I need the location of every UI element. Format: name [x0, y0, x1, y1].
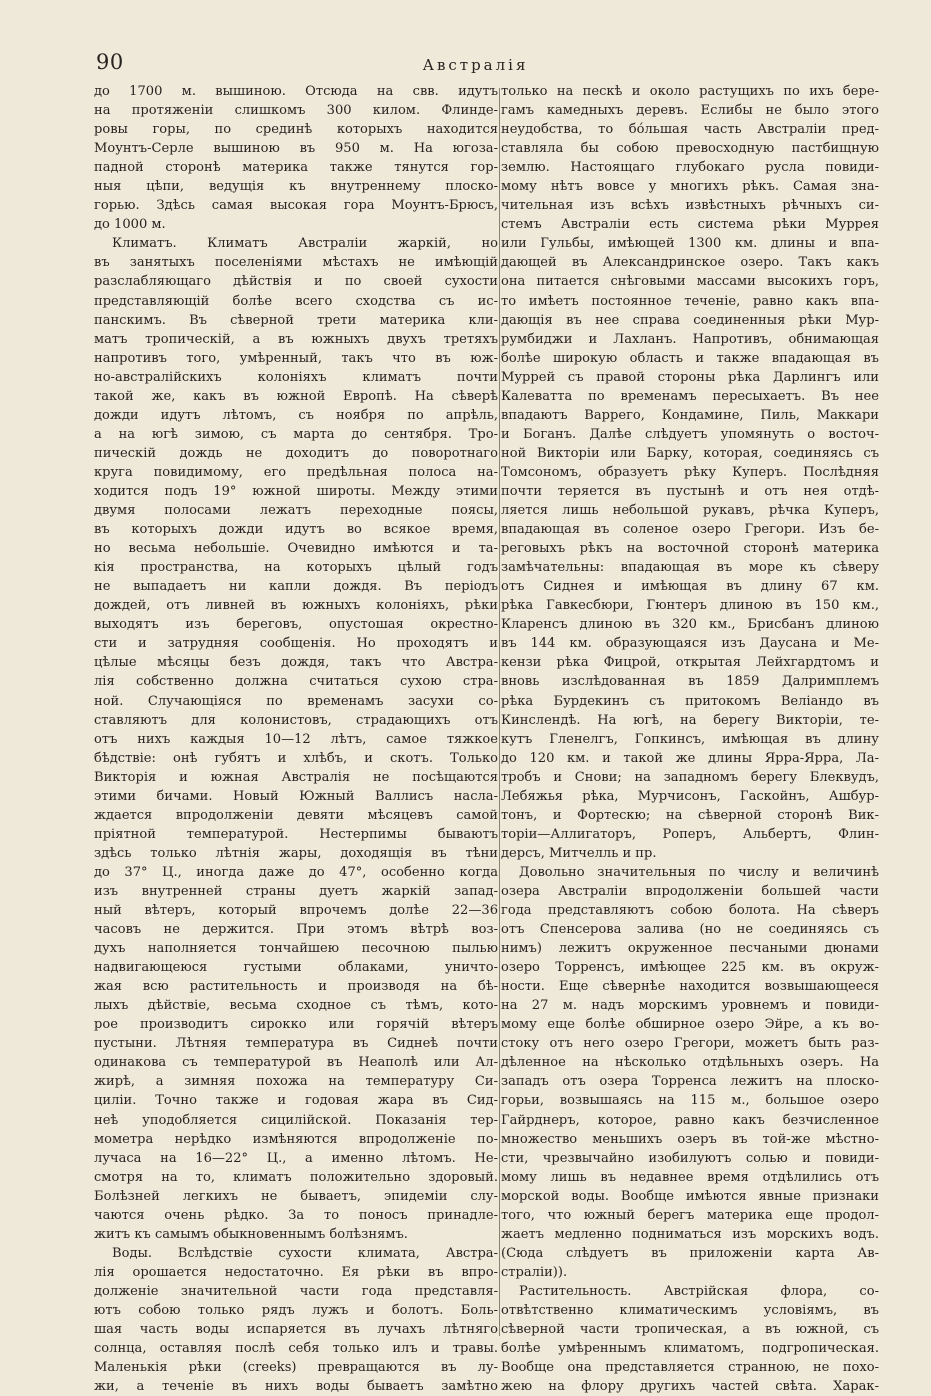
text-line: жаетъ медленно подниматься изъ морскихъ водъ.: [501, 1226, 879, 1242]
text-line: циліи. Точно также и годовая жара въ Сид-: [94, 1093, 498, 1109]
text-line: реговыхъ рѣкъ на восточной сторонѣ материка: [501, 541, 879, 557]
text-line: ляется лишь небольшой рукавъ, рѣчка Куперъ,: [501, 503, 879, 519]
text-line: но-австралійскихъ колоніяхъ климатъ почти: [94, 369, 498, 385]
text-line: Муррей съ правой стороны рѣка Дарлингъ или: [501, 369, 879, 385]
text-line: до 120 км. и такой же длины Ярра-Ярра, Ла-: [501, 750, 879, 766]
text-line: изъ внутренней страны дуетъ жаркій запад-: [94, 883, 498, 899]
text-line: рѣка Бурдекинъ съ притокомъ Веліандо въ: [501, 693, 879, 709]
text-line: одинакова съ температурой въ Неаполѣ или Ал-: [94, 1055, 498, 1071]
text-line: но весьма небольшіе. Очевидно имѣются и та-: [94, 541, 498, 557]
text-line: неѣ уподобляется сицилійской. Показанія тер-: [94, 1112, 498, 1128]
text-line: на протяженіи слишкомъ 300 килом. Флинде-: [94, 103, 498, 119]
text-line: озера Австраліи впродолженіи большей части: [501, 883, 879, 899]
text-line: въ 144 км. образующаяся изъ Даусана и Ме-: [501, 636, 879, 652]
text-line: она питается снѣговыми массами высокихъ горъ,: [501, 274, 879, 290]
text-line: двумя полосами лежатъ переходные поясы,: [94, 503, 498, 519]
text-line: панскимъ. Въ сѣверной трети материка кли-: [94, 312, 498, 328]
text-line: мому еще болѣе обширное озеро Эйре, а къ во-: [501, 1017, 879, 1033]
text-line: жи, а теченіе въ нихъ воды бываетъ замѣтно: [94, 1379, 498, 1395]
text-line: ждается впродолженіи девяти мѣсяцевъ самой: [94, 807, 498, 823]
text-line: страліи)).: [501, 1264, 568, 1280]
text-line: жею на флору другихъ частей свѣта. Харак-: [501, 1379, 879, 1395]
text-line: въ занятыхъ поселеніями мѣстахъ не имѣющій: [94, 255, 498, 271]
text-line: стоку отъ него озеро Грегори, можетъ быть раз-: [501, 1036, 879, 1052]
text-line: (Сюда слѣдуетъ въ приложеніи карта Ав-: [501, 1245, 879, 1261]
text-line: чаются очень рѣдко. За то поносъ принадле-: [94, 1207, 498, 1223]
text-line: Растительность. Австрійская флора, со-: [519, 1283, 879, 1299]
text-line: часовъ не держится. При этомъ вѣтрѣ воз-: [94, 922, 498, 938]
text-line: представляющій болѣе всего сходства съ ис-: [94, 293, 498, 309]
text-line: мому лишь въ недавнее время отдѣлились отъ: [501, 1169, 879, 1185]
text-line: до 1700 м. вышиною. Отсюда на свв. идутъ: [94, 84, 498, 99]
text-line: сѣверной части тропическая, а въ южной, съ: [501, 1322, 879, 1338]
text-line: Маленькія рѣки (creeks) превращаются въ лу-: [94, 1360, 498, 1376]
text-line: пріятной температурой. Нестерпимы бываютъ: [94, 826, 498, 842]
text-line: сти, чрезвычайно изобилуютъ солью и повиди-: [501, 1150, 879, 1166]
text-line: гамъ камедныхъ деревъ. Еслибы не было этого: [501, 103, 879, 119]
text-line: чительная изъ всѣхъ извѣстныхъ рѣчныхъ си-: [501, 198, 879, 214]
text-line: морской воды. Вообще имѣются явные признаки: [501, 1188, 879, 1204]
text-line: падной сторонѣ материка также тянутся гор-: [94, 160, 498, 176]
text-line: отъ Спенсерова залива (но не соединяясь съ: [501, 922, 879, 938]
text-line: ный вѣтеръ, который впрочемъ долѣе 22—36: [94, 903, 498, 919]
text-line: то имѣетъ постоянное теченіе, равно какъ впа-: [501, 293, 879, 309]
text-line: стемъ Австраліи есть система рѣки Муррея: [501, 217, 879, 233]
text-line: кутъ Гленелгъ, Гопкинсъ, имѣющая въ длину: [501, 731, 879, 747]
text-line: горью. Здѣсь самая высокая гора Моунтъ-Брюсъ,: [94, 198, 498, 214]
text-line: горьи, возвышаясь на 115 м., большое озеро: [501, 1093, 879, 1109]
text-line: Гайрднеръ, которое, равно какъ безчисленное: [501, 1112, 879, 1128]
text-line: круга повидимому, его предѣльная полоса на-: [94, 464, 498, 480]
text-line: пустыни. Лѣтняя температура въ Сиднеѣ почти: [94, 1036, 498, 1052]
text-line: жая всю растительность и производя на бѣ-: [94, 979, 498, 995]
text-line: тробъ и Снови; на западномъ берегу Блеквудъ,: [501, 769, 879, 785]
text-line: отвѣтственно климатическимъ условіямъ, въ: [501, 1303, 879, 1318]
column-divider: [499, 88, 500, 1336]
text-line: житъ къ самымъ обыкновеннымъ болѣзнямъ.: [94, 1226, 408, 1242]
text-line: западъ отъ озера Торренса лежитъ на плоско-: [501, 1074, 879, 1090]
text-line: цѣлые мѣсяцы безъ дождя, такъ что Австра-: [94, 655, 498, 671]
text-line: матъ тропическій, а въ южныхъ двухъ третяхъ: [94, 331, 498, 347]
text-line: шая часть воды испаряется въ лучахъ лѣтняго: [94, 1322, 498, 1338]
text-line: Моунтъ-Серле вышиною въ 950 м. На югоза-: [94, 141, 498, 157]
text-line: въ которыхъ дожди идутъ во всякое время,: [94, 522, 498, 538]
text-line: ности. Еще сѣвернѣе находится возвышающееся: [501, 979, 879, 995]
text-line: бѣдствіе: онѣ губятъ и хлѣбъ, и скотъ. Только: [94, 750, 498, 766]
text-line: Кинслендѣ. На югѣ, на берегу Викторіи, те-: [501, 712, 879, 728]
text-line: почти теряется въ пустынѣ и отъ нея отдѣ-: [501, 483, 879, 499]
text-line: озеро Торренсъ, имѣющее 225 км. въ окруж-: [501, 960, 879, 976]
text-line: такой же, какъ въ южной Европѣ. На сѣверѣ: [94, 388, 498, 404]
text-line: землю. Настоящаго глубокаго русла повиди-: [501, 160, 879, 176]
text-line: лія орошается недостаточно. Ея рѣки въ впро-: [94, 1264, 498, 1280]
text-line: пическій дождь не доходитъ до поворотнаго: [94, 445, 498, 461]
text-line: дающія въ нее справа соединенныя рѣки Мур-: [501, 312, 879, 328]
text-line: лія собственно должна считаться сухою стра-: [94, 674, 498, 690]
text-line: на 27 м. надъ морскимъ уровнемъ и повиди-: [501, 998, 879, 1014]
text-line: отъ нихъ каждыя 10—12 лѣтъ, самое тяжкое: [94, 731, 498, 747]
text-line: ставляла бы собою превосходную пастбищную: [501, 141, 879, 157]
text-line: Вообще она представляется странною, не похо-: [501, 1360, 879, 1376]
text-line: тонъ, и Фортескю; на сѣверной сторонѣ Вик-: [501, 807, 879, 823]
text-line: надвигающеюся густыми облаками, уничто-: [94, 960, 498, 976]
text-line: смотря на то, климатъ положительно здоровый.: [94, 1169, 498, 1185]
text-line: Кларенсъ длиною въ 320 км., Брисбанъ длиною: [501, 617, 879, 633]
text-line: а на югѣ зимою, съ марта до сентября. Тро-: [94, 426, 498, 442]
text-line: дождей, отъ ливней въ южныхъ колоніяхъ, рѣки: [94, 598, 498, 614]
text-line: не выпадаетъ ни капли дождя. Въ періодъ: [94, 579, 498, 595]
text-line: замѣчательны: впадающая въ море къ сѣверу: [501, 560, 879, 576]
text-line: нимъ) лежитъ окруженное песчаными дюнами: [501, 941, 879, 957]
text-line: ходится подъ 19° южной широты. Между этими: [94, 483, 498, 499]
text-line: духъ наполняется тончайшею песочною пылью: [94, 941, 498, 957]
text-line: Болѣзней легкихъ не бываетъ, эпидеміи слу-: [94, 1188, 498, 1204]
text-line: впадающая въ соленое озеро Грегори. Изъ бе-: [501, 522, 879, 538]
text-line: долженіе значительной части года представля-: [94, 1283, 498, 1299]
text-line: болѣе широкую область и также впадающая въ: [501, 350, 879, 366]
page-number: 90: [96, 50, 124, 74]
text-line: солнца, оставляя послѣ себя только илъ и травы.: [94, 1341, 498, 1357]
text-line: рое производитъ сирокко или горячій вѣтеръ: [94, 1017, 498, 1033]
text-line: Калеватта по временамъ пересыхаетъ. Въ нее: [501, 388, 879, 404]
text-line: сти и затрудняя сообщенія. Но проходятъ и: [94, 636, 498, 652]
text-line: здѣсь только лѣтнія жары, доходящія въ тѣни: [94, 845, 498, 861]
text-line: рѣка Гавкесбюри, Гюнтеръ длиною въ 150 км.,: [501, 598, 879, 614]
text-line: торіи—Аллигаторъ, Роперъ, Альбертъ, Флин-: [501, 826, 879, 842]
text-line: отъ Сиднея и имѣющая въ длину 67 км.: [501, 579, 879, 595]
text-line: ставляютъ для колонистовъ, страдающихъ отъ: [94, 712, 498, 728]
text-line: до 1000 м.: [94, 217, 166, 233]
text-line: до 37° Ц., иногда даже до 47°, особенно когда: [94, 864, 498, 880]
text-line: выходятъ изъ береговъ, опустошая окрестно-: [94, 617, 498, 633]
running-head: Австралія: [422, 56, 529, 74]
text-line: напротивъ того, умѣренный, такъ что въ юж-: [94, 350, 498, 366]
text-line: ныя цѣпи, ведущія къ внутреннему плоско-: [94, 179, 498, 195]
text-line: румбиджи и Лахланъ. Напротивъ, обнимающая: [501, 331, 879, 347]
text-line: ной. Случающіяся по временамъ засухи со-: [94, 693, 498, 709]
text-line: дерсъ, Митчелль и пр.: [501, 845, 657, 861]
text-line: только на пескѣ и около растущихъ по ихъ бере-: [501, 84, 879, 99]
text-line: множество меньшихъ озеръ въ той-же мѣстно-: [501, 1131, 879, 1147]
text-line: ной Викторіи или Барку, которая, соединяясь съ: [501, 445, 879, 461]
text-line: впадаютъ Варрего, Кондамине, Пиль, Маккари: [501, 407, 879, 423]
text-line: Климатъ. Климатъ Австраліи жаркій, но: [112, 236, 498, 252]
text-line: дающей въ Александринское озеро. Такъ какъ: [501, 255, 879, 271]
text-line: или Гульбы, имѣющей 1300 км. длины и впа-: [501, 236, 879, 252]
text-line: мометра нерѣдко измѣняются впродолженіе по-: [94, 1131, 498, 1147]
text-line: года представляютъ собою болота. На сѣверъ: [501, 903, 879, 919]
text-line: Лебяжья рѣка, Мурчисонъ, Гаскойнъ, Ашбур-: [501, 788, 879, 804]
text-line: этими бичами. Новый Южный Валлисъ насла-: [94, 788, 498, 804]
text-line: Довольно значительныя по числу и величинѣ: [519, 864, 879, 880]
text-line: неудобства, то бо́льшая часть Австраліи пред-: [501, 122, 879, 138]
text-line: кензи рѣка Фицрой, открытая Лейхгардтомъ и: [501, 655, 879, 671]
text-line: Викторія и южная Австралія не посѣщаются: [94, 769, 498, 785]
text-line: ютъ собою только рядъ лужъ и болотъ. Боль-: [94, 1303, 498, 1318]
text-line: лучаса на 16—22° Ц., а именно лѣтомъ. Не-: [94, 1150, 498, 1166]
text-line: вновь изслѣдованная въ 1859 Далримплемъ: [501, 674, 879, 690]
text-line: дожди идутъ лѣтомъ, съ ноября по апрѣль,: [94, 407, 498, 423]
text-line: мому нѣтъ вовсе у многихъ рѣкъ. Самая зна-: [501, 179, 879, 195]
left-column: [94, 82, 498, 1396]
text-line: болѣе умѣреннымъ климатомъ, подгропическая.: [501, 1341, 879, 1357]
text-line: разслабляющаго дѣйствія и по своей сухости: [94, 274, 498, 290]
text-line: того, что южный берегъ материка еще продол-: [501, 1207, 879, 1223]
text-line: кія пространства, на которыхъ цѣлый годъ: [94, 560, 498, 576]
text-line: лыхъ дѣйствіе, весьма сходное съ тѣмъ, кото-: [94, 998, 498, 1014]
text-line: Томсономъ, образуетъ рѣку Куперъ. Послѣдняя: [501, 464, 879, 480]
text-line: жирѣ, а зимняя похожа на температуру Си-: [94, 1074, 498, 1090]
text-line: Воды. Вслѣдствіе сухости климата, Австра-: [112, 1245, 498, 1261]
text-line: ровы горы, по срединѣ которыхъ находится: [94, 122, 498, 138]
right-column: [501, 82, 879, 1396]
text-line: и Боганъ. Далѣе слѣдуетъ упомянуть о восточ-: [501, 426, 879, 442]
text-line: дѣленное на нѣсколько отдѣльныхъ озеръ. На: [501, 1055, 879, 1071]
